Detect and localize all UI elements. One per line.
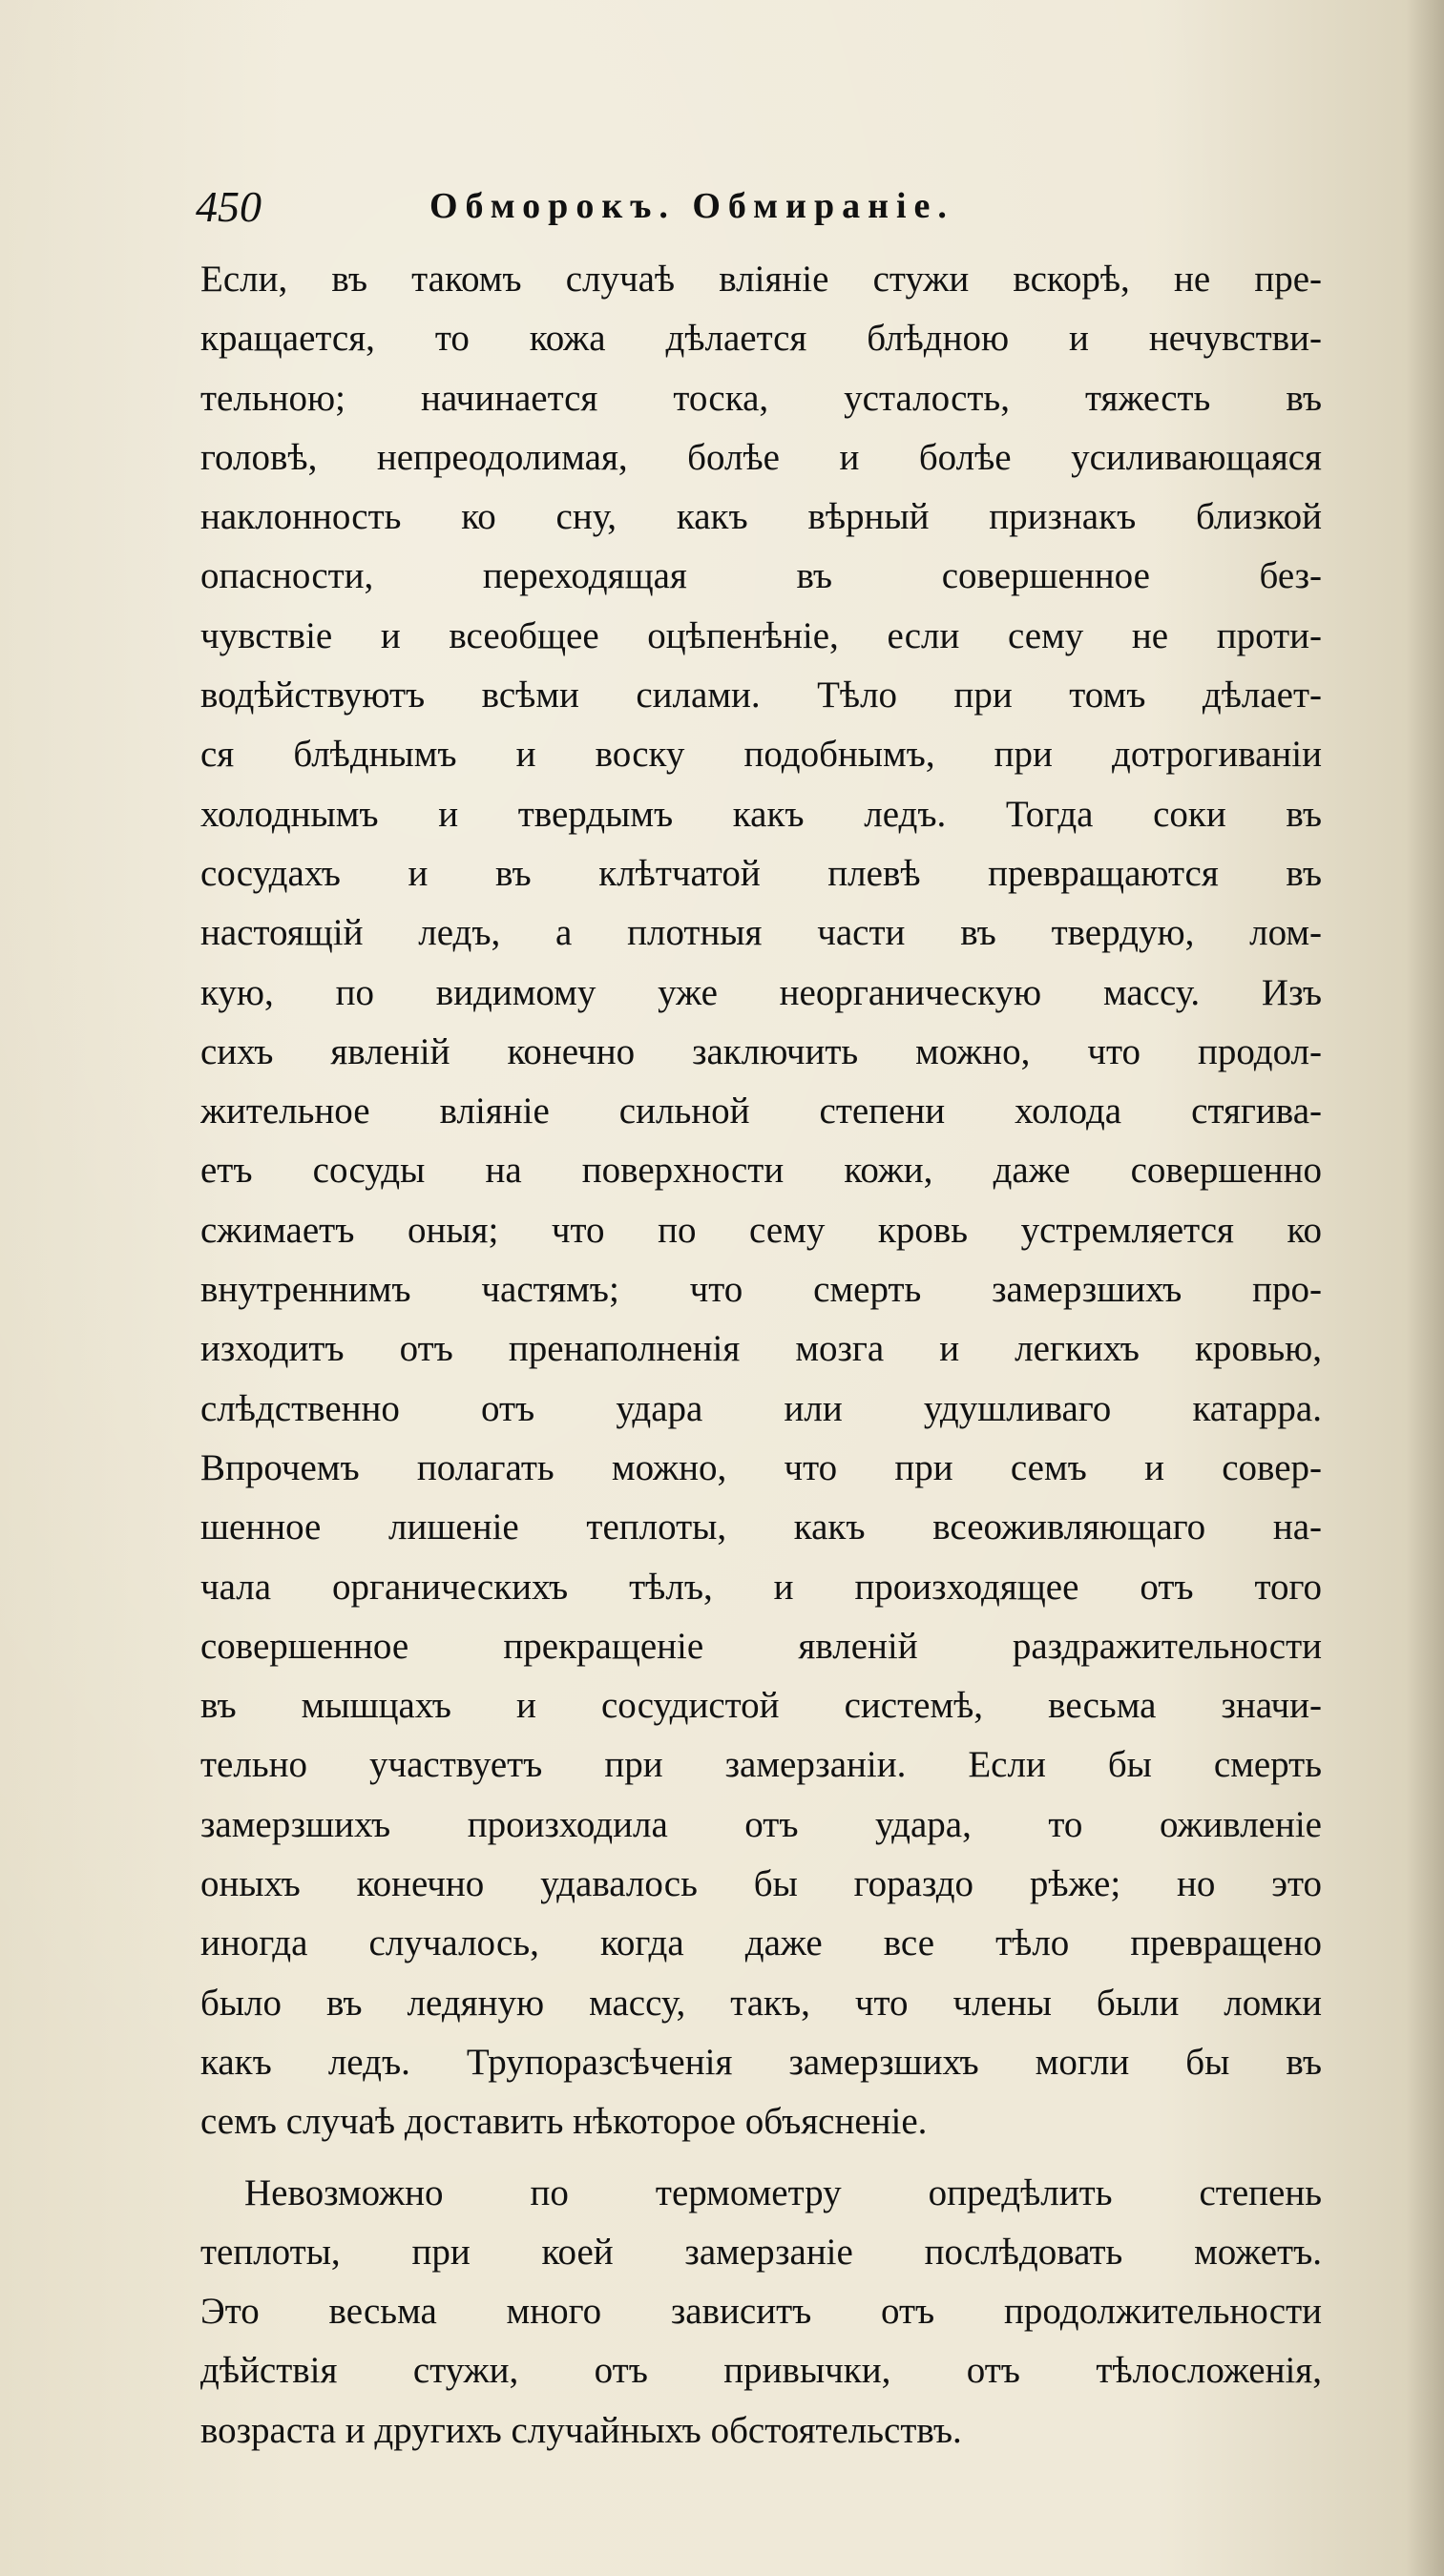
text-line: въ мышцахъ и сосудистой системѣ, весьма значи- (200, 1685, 1322, 1727)
running-head: Обморокъ. Обмиранiе. (429, 186, 954, 226)
text-line: кую, по видимому уже неорганическую массу. Изъ (200, 971, 1322, 1013)
text-line: Невозможно по термометру опредѣлить степень (244, 2171, 1322, 2213)
text-line: сосудахъ и въ клѣтчатой плевѣ превращаются въ (200, 852, 1322, 894)
text-line: головѣ, непреодолимая, болѣе и болѣе усиливающаяся (200, 436, 1322, 478)
text-line: тельно участвуетъ при замерзанiи. Если бы смерть (200, 1744, 1322, 1786)
paragraph (200, 2164, 1322, 2461)
page-edge-shadow (1406, 0, 1444, 2576)
text-line: тельною; начинается тоска, усталость, тяжесть въ (200, 377, 1322, 419)
paragraph-gap (200, 2152, 1322, 2164)
text-line: возраста и другихъ случайныхъ обстоятельствъ. (200, 2409, 962, 2451)
text-line: сжимаетъ оныя; что по сему кровь устремляется ко (200, 1209, 1322, 1251)
page-header (196, 181, 1322, 239)
text-line: замерзшихъ произходила отъ удара, то оживленiе (200, 1803, 1322, 1845)
text-line: кращается, то кожа дѣлается блѣдною и нечувстви- (200, 318, 1322, 360)
text-line: наклонность ко сну, какъ вѣрный признакъ близкой (200, 496, 1322, 538)
text-line: холоднымъ и твердымъ какъ ледъ. Тогда соки въ (200, 793, 1322, 835)
text-line: ся блѣднымъ и воску подобнымъ, при дотрогиванiи (200, 734, 1322, 776)
text-line: было въ ледяную массу, такъ, что члены были ломки (200, 1982, 1322, 2024)
text-line: етъ сосуды на поверхности кожи, даже совершенно (200, 1150, 1322, 1192)
text-line: иногда случалось, когда даже все тѣло превращено (200, 1922, 1322, 1964)
text-line: семъ случаѣ доставить нѣкоторое объясненiе. (200, 2101, 928, 2143)
text-line: чувствiе и всеобщее оцѣпенѣнiе, если сему не проти- (200, 614, 1322, 656)
text-line: изходитъ отъ пренаполненiя мозга и легкихъ кровью, (200, 1328, 1322, 1370)
text-line: Если, въ такомъ случаѣ влiянiе стужи вскорѣ, не пре- (200, 259, 1322, 300)
text-line: шенное лишенiе теплоты, какъ всеоживляющаго на- (200, 1506, 1322, 1548)
text-line: слѣдственно отъ удара или удушливаго катарра. (200, 1387, 1322, 1429)
page-number: 450 (196, 182, 262, 231)
text-line: дѣйствiя стужи, отъ привычки, отъ тѣлосложенiя, (200, 2350, 1322, 2392)
text-line: внутреннимъ частямъ; что смерть замерзшихъ про- (200, 1269, 1322, 1311)
text-line: оныхъ конечно удавалось бы гораздо рѣже; но это (200, 1863, 1322, 1905)
text-line: Впрочемъ полагать можно, что при семъ и совер- (200, 1446, 1322, 1488)
text-line: сихъ явленiй конечно заключить можно, что продол- (200, 1030, 1322, 1072)
text-line: совершенное прекращенiе явленiй раздражительности (200, 1625, 1322, 1667)
text-line: чала органическихъ тѣлъ, и произходящее отъ того (200, 1566, 1322, 1608)
text-line: жительное влiянiе сильной степени холода стягива- (200, 1091, 1322, 1132)
paragraph (200, 250, 1322, 2152)
text-line: теплоты, при коей замерзанiе послѣдовать можетъ. (200, 2231, 1322, 2273)
text-line: Это весьма много зависитъ отъ продолжительности (200, 2291, 1322, 2333)
text-line: какъ ледъ. Трупоразсѣченiя замерзшихъ могли бы въ (200, 2041, 1322, 2083)
text-line: водѣйствуютъ всѣми силами. Тѣло при томъ дѣлает- (200, 675, 1322, 717)
text-line: настоящiй ледъ, а плотныя части въ твердую, лом- (200, 912, 1322, 954)
body-text (200, 250, 1322, 2461)
text-line: опасности, переходящая въ совершенное без- (200, 555, 1322, 597)
